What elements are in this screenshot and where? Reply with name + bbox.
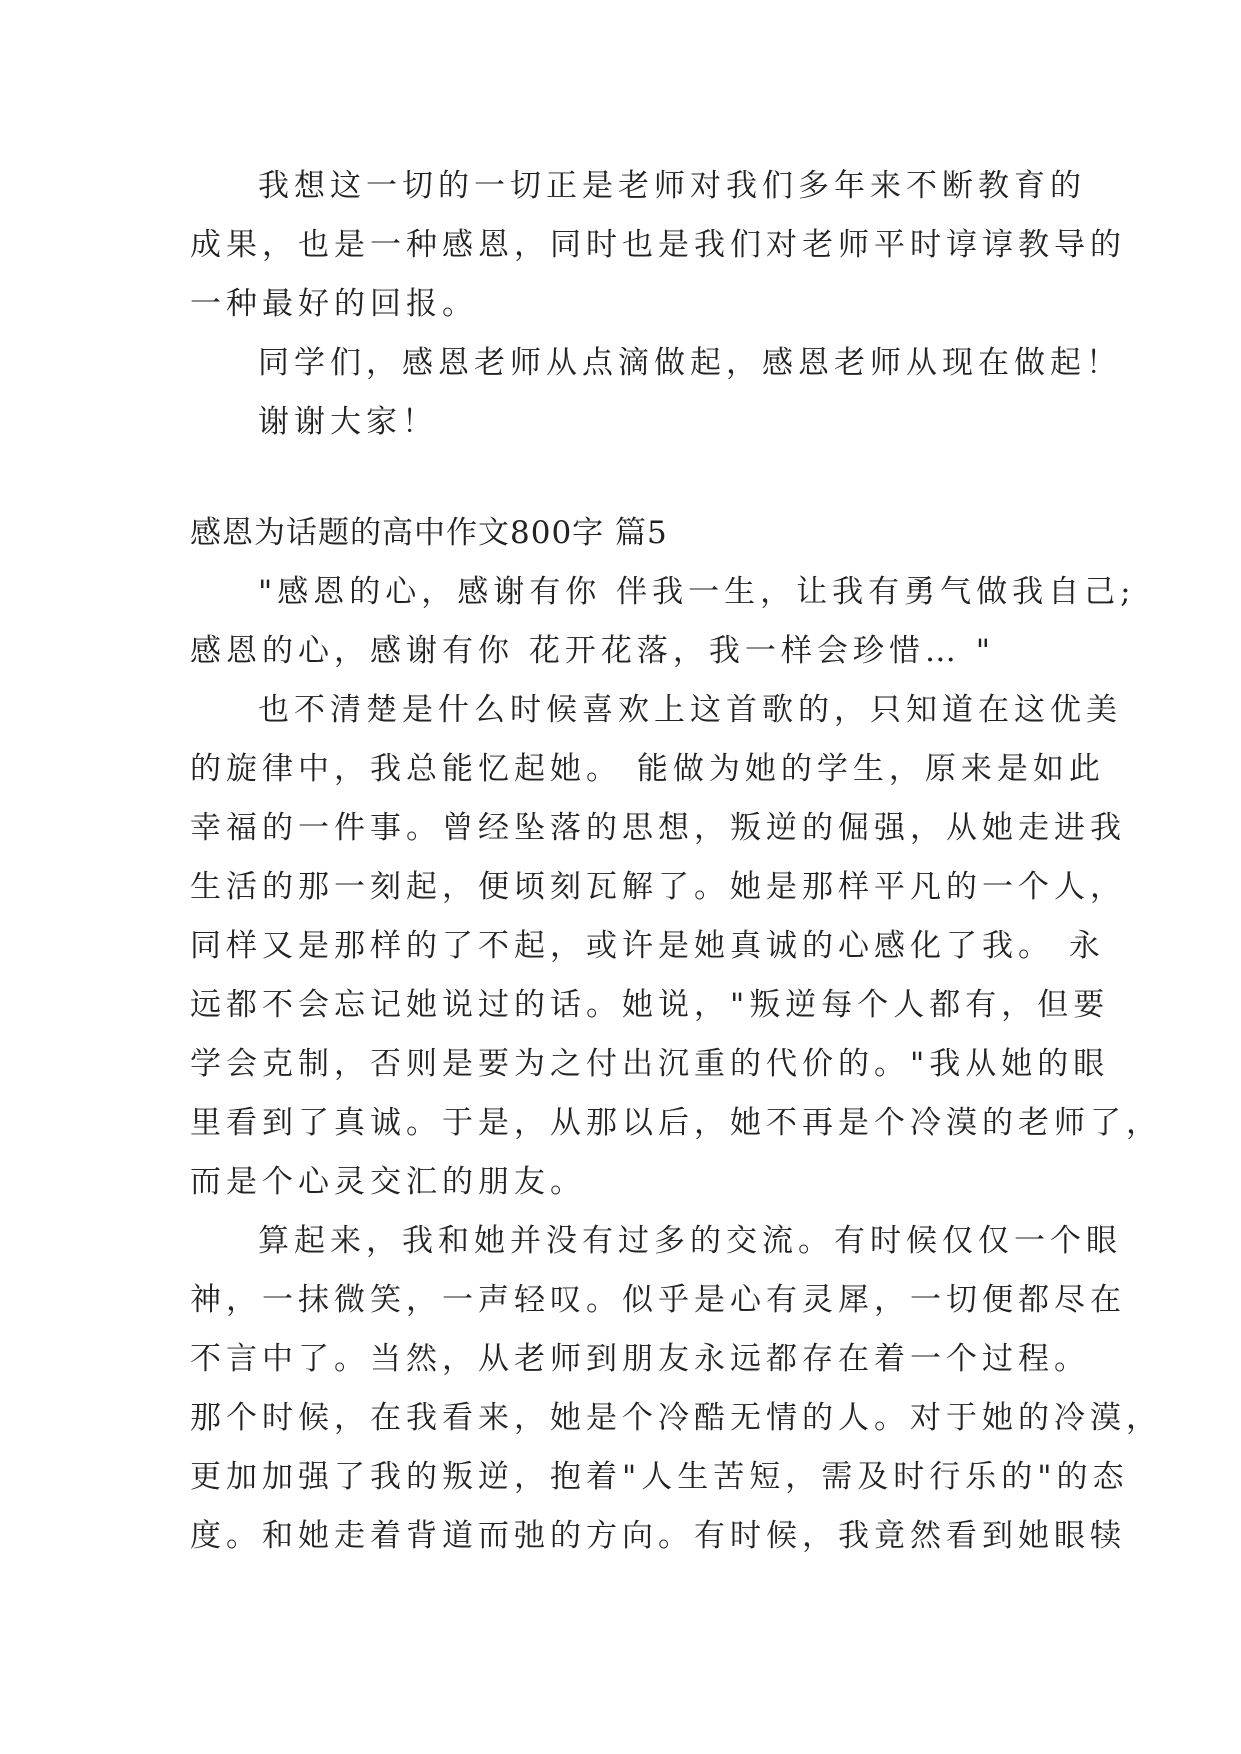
poem-line: 感恩的心，感谢有你 花开花落，我一样会珍惜… " bbox=[190, 633, 995, 669]
text-line: 也不清楚是什么时候喜欢上这首歌的，只知道在这优美 bbox=[258, 692, 1122, 728]
text-line: 生活的那一刻起，便顷刻瓦解了。她是那样平凡的一个人， bbox=[190, 869, 1126, 905]
text-line: 里看到了真诚。于是，从那以后，她不再是个冷漠的老师了， bbox=[190, 1105, 1162, 1141]
text-line: 幸福的一件事。曾经坠落的思想，叛逆的倔强，从她走进我 bbox=[190, 810, 1126, 846]
text-line: 而是个心灵交汇的朋友。 bbox=[190, 1164, 586, 1200]
text-line: 同学们，感恩老师从点滴做起，感恩老师从现在做起！ bbox=[258, 345, 1122, 381]
poem-line: "感恩的心，感谢有你 伴我一生，让我有勇气做我自己; bbox=[258, 574, 1136, 610]
text-line: 谢谢大家！ bbox=[258, 404, 438, 440]
text-line: 的旋律中，我总能忆起她。 能做为她的学生，原来是如此 bbox=[190, 751, 1105, 787]
text-line: 神，一抹微笑，一声轻叹。似乎是心有灵犀，一切便都尽在 bbox=[190, 1282, 1126, 1318]
text-line: 算起来，我和她并没有过多的交流。有时候仅仅一个眼 bbox=[258, 1223, 1122, 1259]
text-line: 学会克制，否则是要为之付出沉重的代价的。"我从她的眼 bbox=[190, 1046, 1110, 1082]
text-line: 度。和她走着背道而弛的方向。有时候，我竟然看到她眼犊 bbox=[190, 1518, 1126, 1554]
text-line: 更加加强了我的叛逆，抱着"人生苦短，需及时行乐的"的态 bbox=[190, 1459, 1129, 1495]
text-line: 同样又是那样的了不起，或许是她真诚的心感化了我。 永 bbox=[190, 928, 1105, 964]
text-line: 那个时候，在我看来，她是个冷酷无情的人。对于她的冷漠， bbox=[190, 1400, 1162, 1436]
text-line: 我想这一切的一切正是老师对我们多年来不断教育的 bbox=[258, 168, 1086, 204]
text-line: 成果，也是一种感恩，同时也是我们对老师平时谆谆教导的 bbox=[190, 227, 1126, 263]
section-heading: 感恩为话题的高中作文800字 篇5 bbox=[190, 515, 668, 551]
text-line: 一种最好的回报。 bbox=[190, 286, 478, 322]
text-line: 不言中了。当然，从老师到朋友永远都存在着一个过程。 bbox=[190, 1341, 1090, 1377]
text-line: 远都不会忘记她说过的话。她说，"叛逆每个人都有，但要 bbox=[190, 987, 1110, 1023]
